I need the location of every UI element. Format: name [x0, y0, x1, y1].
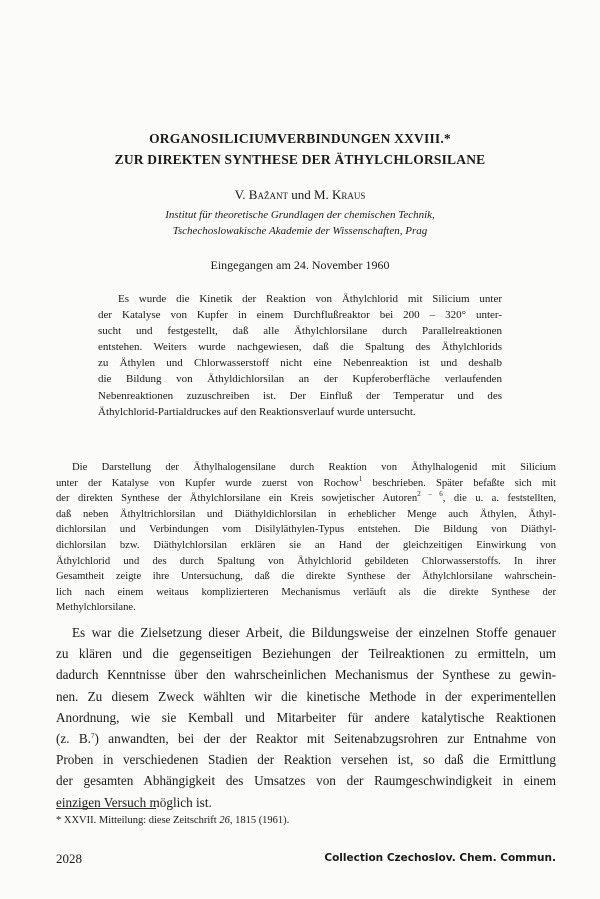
intro-line: Die Darstellung der Äthylhalogensilane durch Reaktion von Äthylhalogenid mit Silicium: [72, 462, 556, 473]
intro-line: lich nach einem weitaus komplizierteren Mechanismus verläuft als die direkte Synthese der: [56, 586, 556, 598]
intro-line: Gesamtheit zeigte ihre Untersuchung, daß die direkte Synthese der Äthylchlorsilane wahrschein-: [56, 571, 556, 583]
intro-paragraph: [56, 460, 556, 616]
reference-superscript: 2 – 6: [417, 490, 443, 499]
abstract-line: der Katalyse von Kupfer in einem Durchflußreaktor bei 200 – 320° unter-: [98, 309, 502, 322]
intro-line: [56, 491, 556, 507]
institution-line-1: Institut für theoretische Grundlagen der chemischen Technik,: [165, 209, 435, 221]
intro-text: beschrieben. Später befaßte sich mit: [362, 477, 556, 489]
footnote-text: , 1815 (1961).: [229, 815, 290, 826]
abstract-line: Äthylchlorid-Partialdruckes auf den Reaktionsverlauf wurde untersucht.: [98, 405, 416, 418]
author-2-name: Kraus: [332, 187, 366, 202]
intro-line: dichlorsilan und Verbindungen vom Disilyläthylen-Typus entstehen. Die Bildung von Diäthyl-: [56, 524, 556, 536]
body-line: nen. Zu diesem Zweck wählten wir die kinetische Methode in der experimentellen: [56, 688, 556, 704]
abstract-line: Es wurde die Kinetik der Reaktion von Äthylchlorid mit Silicium unter: [118, 293, 502, 305]
intro-line: dichlorsilan bzw. Diäthylchlorsilan erklären sie an Hand der gleichzeitigen Einwirkung von: [56, 539, 556, 551]
journal-name: Collection Czechoslov. Chem. Commun.: [324, 852, 556, 864]
title-line-2: ZUR DIREKTEN SYNTHESE DER ÄTHYLCHLORSILANE: [114, 152, 486, 167]
body-line: zu klären und die gegenseitigen Beziehungen der Teilreaktionen zu ermitteln, um: [56, 646, 556, 662]
abstract-line: sucht und festgestellt, daß alle Äthylchlorsilane durch Parallelreaktionen: [98, 325, 502, 338]
authors: [0, 187, 600, 203]
body-line: einzigen Versuch möglich ist.: [56, 794, 212, 810]
reference-superscript: 7: [90, 732, 95, 741]
abstract-line: die Bildung von Äthyldichlorsilan an der Kupferoberfläche verlaufenden: [98, 373, 502, 386]
body-line: [56, 728, 556, 749]
intro-line: Äthylchlorid und des durch Spaltung von Äthylchlorid gebildeten Chlorwasserstoffs. In ihrer: [56, 555, 556, 567]
intro-line: [56, 476, 556, 492]
intro-text: , die u. a. feststellten,: [442, 493, 557, 505]
abstract-line: Nebenreaktionen zuzuschreiben ist. Der Einfluß der Temperatur und des: [98, 389, 502, 402]
body-paragraph: [56, 622, 556, 813]
abstract-line: entstehen. Weiters wurde nachgewiesen, daß die Spaltung des Äthylchlorids: [98, 341, 502, 354]
intro-text: unter der Katalyse von Kupfer wurde zuerst von Rochow: [56, 477, 359, 489]
body-line: dadurch Kenntnisse über den wahrscheinlichen Mechanismus der Synthese zu gewin-: [56, 667, 556, 683]
body-line: Anordnung, wie sie Kemball und Mitarbeiter für andere katalytische Reaktionen: [56, 709, 556, 725]
body-text: (z. B.: [56, 731, 91, 747]
abstract: [98, 291, 502, 420]
institution-line-2: Tschechoslowakische Akademie der Wissenschaften, Prag: [172, 225, 428, 237]
intro-text: der direkten Synthese der Äthylchlorsilane ein Kreis sowjetischer Autoren: [56, 493, 418, 505]
footnote-volume: 26: [219, 815, 230, 826]
author-2-initial: M.: [313, 187, 333, 202]
title-line-1: ORGANOSILICIUMVERBINDUNGEN XXVIII.*: [149, 131, 451, 146]
footnote-divider: [56, 808, 156, 809]
author-1-initial: V.: [234, 187, 249, 202]
intro-line: daß neben Äthyltrichlorsilan und Diäthyldichlorsilan in erheblicher Menge auch Äthylen, Äthyl-: [56, 508, 556, 520]
body-line: Es war die Zielsetzung dieser Arbeit, die Bildungsweise der einzelnen Stoffe genauer: [72, 625, 556, 640]
abstract-line: zu Äthylen und Chlorwasserstoff nicht eine Nebenreaktion ist und deshalb: [98, 357, 502, 370]
footnote: [56, 815, 289, 826]
page-number: 2028: [56, 851, 82, 866]
reference-superscript: 1: [358, 474, 363, 483]
intro-line: Methylchlorsilane.: [56, 602, 136, 614]
received-date: Eingegangen am 24. November 1960: [210, 258, 390, 272]
body-text: ) anwandten, bei der der Reaktor mit Seitenabzugsrohren zur Entnahme von: [94, 731, 556, 747]
body-line: Proben in verschiedenen Stadien der Reaktion versehen ist, so daß die Ermittlung: [56, 752, 556, 768]
authors-conjunction: und: [287, 187, 314, 202]
author-1-name: Bažant: [248, 187, 288, 202]
body-line: der gesamten Abhängigkeit des Umsatzes von der Raumgeschwindigkeit in einem: [56, 773, 556, 789]
footnote-text: * XXVII. Mitteilung: diese Zeitschrift: [56, 815, 220, 826]
